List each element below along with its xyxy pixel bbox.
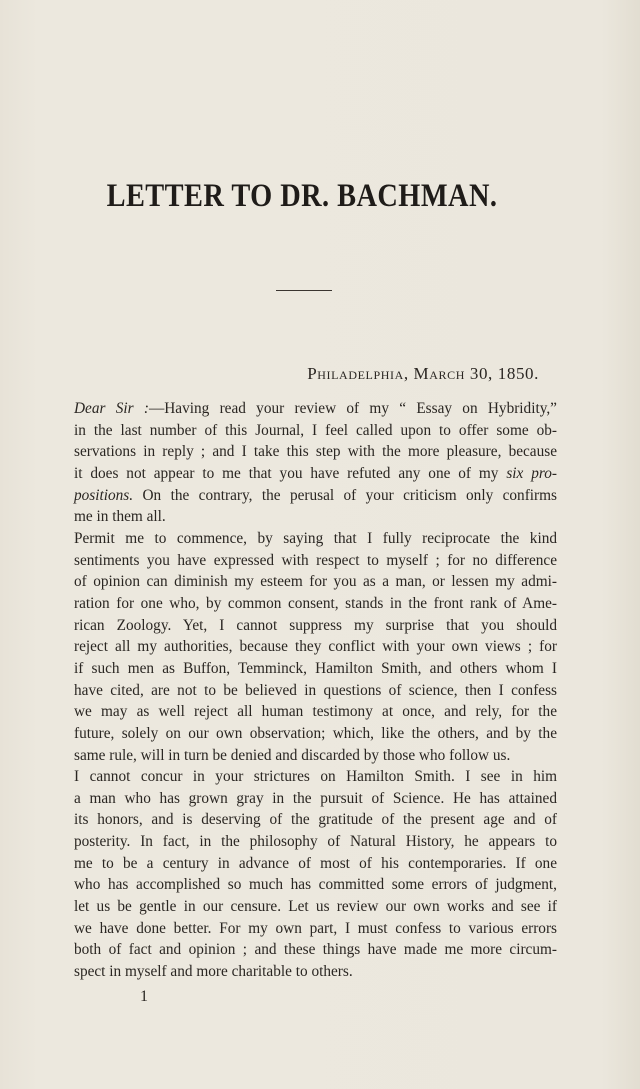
text-line: a man who has grown gray in the pursuit of Science. He has attained [74, 789, 557, 807]
text-line: me to be a century in advance of most of his contemporaries. If one [74, 854, 557, 872]
text-line: we have done better. For my own part, I must confess to various errors [74, 919, 557, 937]
text-line: of opinion can diminish my esteem for you as a man, or lessen my admi- [74, 573, 557, 591]
paragraph-2 [46, 528, 557, 766]
text-line: its honors, and is deserving of the gratitude of the present age and of [74, 811, 557, 829]
text-line: spect in myself and more charitable to others. [74, 963, 353, 981]
text-line: if such men as Buffon, Temminck, Hamilton Smith, and others whom I [74, 659, 557, 677]
text-line: me in them all. [74, 508, 166, 526]
text-line: in the last number of this Journal, I feel called upon to offer some ob- [74, 421, 557, 439]
letter-heading: LETTER TO DR. BACHMAN. [106, 178, 498, 214]
text-line: same rule, will in turn be denied and discarded by those who follow us. [74, 746, 511, 764]
paragraph-3 [46, 766, 557, 983]
text-line: Permit me to commence, by saying that I fully reciprocate the kind [74, 529, 557, 547]
italic-phrase: positions. [74, 486, 134, 504]
text-line: both of fact and opinion ; and these things have made me more circum- [74, 941, 557, 959]
page-number: 1 [140, 988, 148, 1005]
heading-rule [276, 290, 332, 291]
text-line: reject all my authorities, because they conflict with your own views ; for [74, 638, 557, 656]
salutation: Dear Sir : [74, 400, 149, 417]
text-line: let us be gentle in our censure. Let us review our own works and see if [74, 898, 557, 916]
text-line: servations in reply ; and I take this step with the more pleasure, because [74, 443, 557, 461]
text-line: who has accomplished so much has committed some errors of judgment, [74, 876, 557, 894]
text-line: have cited, are not to be believed in questions of science, then I confess [74, 681, 557, 699]
text-line: I cannot concur in your strictures on Hamilton Smith. I see in him [74, 768, 557, 786]
text-line: we may as well reject all human testimony at once, and rely, for the [74, 703, 557, 721]
letter-body [46, 398, 557, 983]
text-line: it does not appear to me that you have refuted any one of my six pro- [74, 464, 557, 482]
text-line: sentiments you have expressed with respect to myself ; for no difference [74, 551, 557, 569]
text-line: rican Zoology. Yet, I cannot suppress my surprise that you should [74, 616, 557, 634]
dateline: Philadelphia, March 30, 1850. [307, 364, 539, 383]
text-line: Dear Sir :—Having read your review of my “ Essay on Hybridity,” [74, 400, 557, 417]
text-line: future, solely on our own observation; which, like the others, and by the [74, 724, 557, 742]
paragraph-1 [46, 398, 557, 528]
text-line: positions. On the contrary, the perusal of your criticism only confirms [74, 486, 557, 504]
text-line: ration for one who, by common consent, stands in the front rank of Ame- [74, 594, 557, 612]
text-line: posterity. In fact, in the philosophy of Natural History, he appears to [74, 833, 557, 851]
italic-phrase: six pro- [506, 464, 557, 482]
